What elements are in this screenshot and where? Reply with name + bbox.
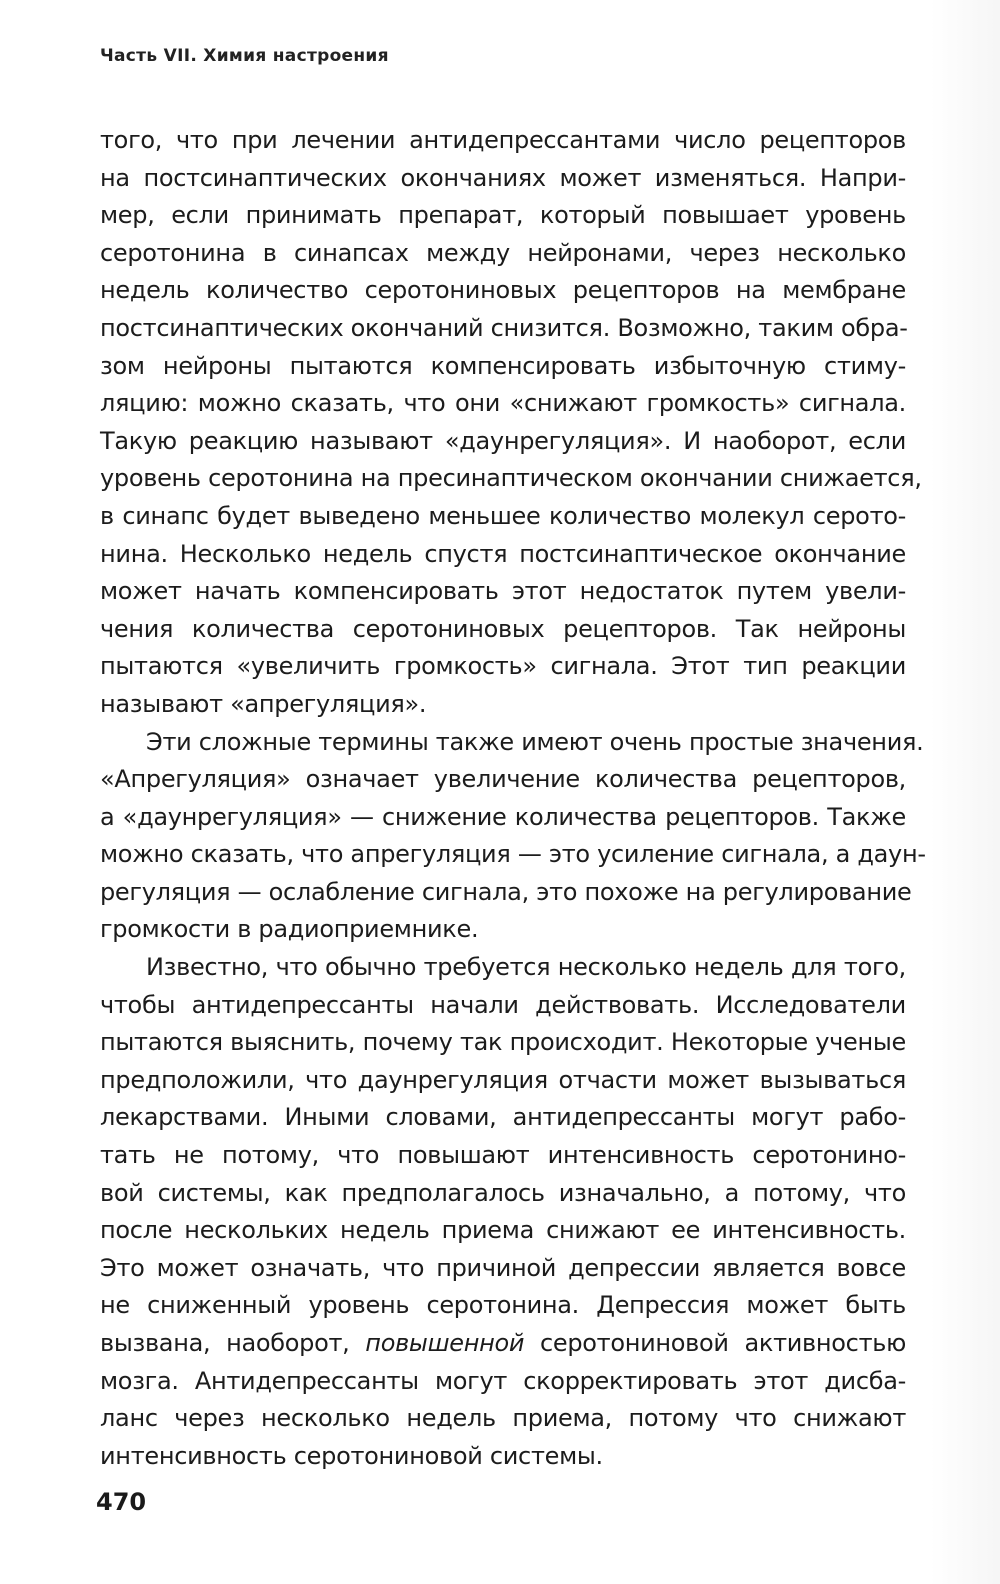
text-line: мер, если принимать препарат, который повышает уровень xyxy=(100,201,906,230)
text-line: зом нейроны пытаются компенсировать избыточную стиму- xyxy=(100,351,906,380)
text-line: чтобы антидепрессанты начали действовать. Исследователи xyxy=(100,990,906,1019)
text-line: ланс через несколько недель приема, потому что снижают xyxy=(100,1404,906,1433)
running-header: Часть VII. Химия настроения xyxy=(100,46,389,66)
text-line: чения количества серотониновых рецепторов. Так нейроны xyxy=(100,614,906,643)
text-line: пытаются выяснить, почему так происходит. Некоторые ученые xyxy=(100,1028,906,1057)
text-line: ляцию: можно сказать, что они «снижают громкость» сигнала. xyxy=(100,389,906,418)
text-line: предположили, что даунрегуляция отчасти может вызываться xyxy=(100,1065,906,1094)
text-line: после нескольких недель приема снижают ее интенсивность. xyxy=(100,1216,906,1245)
text-line: постсинаптических окончаний снизится. Возможно, таким обра- xyxy=(100,313,908,342)
text-line: нина. Несколько недель спустя постсинаптическое окончание xyxy=(100,539,906,568)
text-line: громкости в радиоприемнике. xyxy=(100,915,479,944)
text-line: называют «апрегуляция». xyxy=(100,689,427,718)
text-line: можно сказать, что апрегуляция — это усиление сигнала, а даун- xyxy=(100,840,926,869)
text-line: регуляция — ослабление сигнала, это похоже на регулирование xyxy=(100,877,912,906)
paragraph-2 xyxy=(100,724,926,950)
italic-word: повышенной xyxy=(365,1329,525,1357)
text-line: недель количество серотониновых рецепторов на мембране xyxy=(100,276,906,305)
text-line: пытаются «увеличить громкость» сигнала. Этот тип реакции xyxy=(100,652,906,681)
text-line: в синапс будет выведено меньшее количество молекул серото- xyxy=(100,501,906,530)
text-line: лекарствами. Иными словами, антидепрессанты могут рабо- xyxy=(100,1103,906,1132)
emphasis-line xyxy=(100,1325,906,1363)
text-line: уровень серотонина на пресинаптическом окончании снижается, xyxy=(100,464,922,493)
text-line: «Апрегуляция» означает увеличение количества рецепторов, xyxy=(100,765,906,794)
text-line: может начать компенсировать этот недостаток путем увели- xyxy=(100,577,906,606)
paragraph-3 xyxy=(100,949,906,1475)
emphasis-after: серотониновой активностью xyxy=(524,1329,906,1357)
text-line: того, что при лечении антидепрессантами число рецепторов xyxy=(100,126,906,154)
page-number: 470 xyxy=(96,1488,147,1516)
text-line: на постсинаптических окончаниях может изменяться. Напри- xyxy=(100,163,906,192)
text-line: не сниженный уровень серотонина. Депрессия может быть xyxy=(100,1291,906,1320)
text-line: Такую реакцию называют «даунрегуляция». И наоборот, если xyxy=(100,426,906,455)
emphasis-before: вызвана, наоборот, xyxy=(100,1329,366,1357)
text-line: Это может означать, что причиной депрессии является вовсе xyxy=(100,1253,906,1282)
text-line: серотонина в синапсах между нейронами, через несколько xyxy=(100,238,906,267)
text-line: вой системы, как предполагалось изначально, а потому, что xyxy=(100,1178,906,1207)
text-line: Известно, что обычно требуется несколько недель для того, xyxy=(146,953,906,982)
text-line: интенсивность серотониновой системы. xyxy=(100,1441,603,1470)
text-line: тать не потому, что повышают интенсивность серотонино- xyxy=(100,1141,906,1170)
text-line: Эти сложные термины также имеют очень простые значения. xyxy=(146,727,924,756)
page-edge-shadow xyxy=(930,0,1000,1584)
text-line: а «даунрегуляция» — снижение количества рецепторов. Также xyxy=(100,802,906,831)
paragraph-1 xyxy=(100,122,922,724)
body-text xyxy=(100,122,926,1475)
text-line: мозга. Антидепрессанты могут скорректировать этот дисба- xyxy=(100,1366,906,1395)
